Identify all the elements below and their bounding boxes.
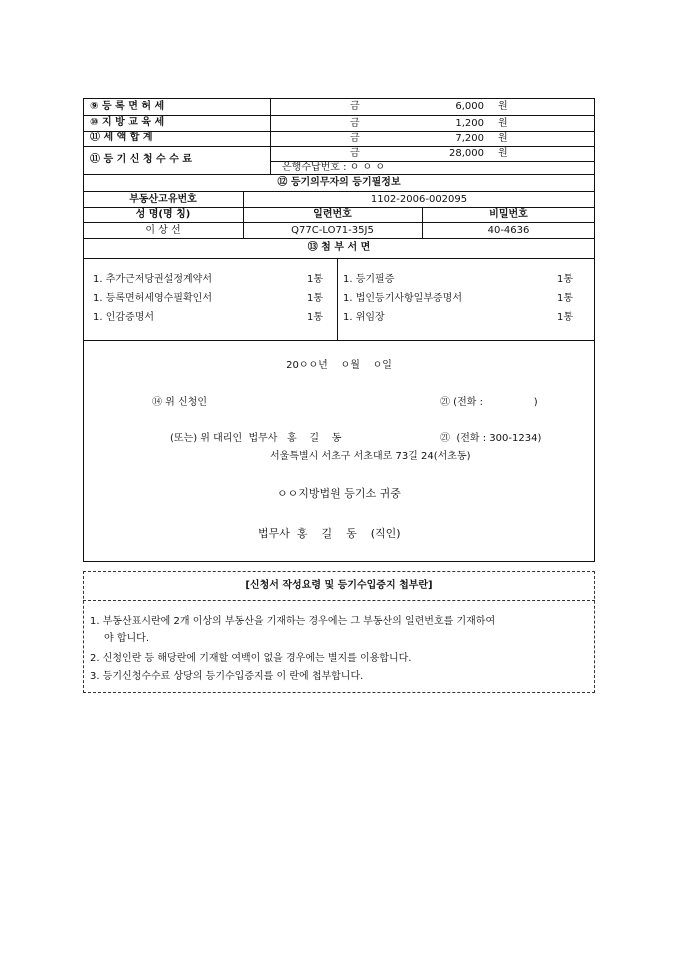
attachments-title: ⑬ 첨 부 서 면 (307, 242, 371, 253)
fee-amount: 28,000 (449, 148, 484, 159)
property-id-value: 1102-2006-002095 (370, 194, 468, 205)
fee-unit: 금 (350, 118, 360, 129)
attachment-right-count: 1통 (557, 312, 574, 323)
column-password: 비밀번호 (489, 209, 528, 220)
notes-title: [신청서 작성요령 및 등기수입증지 첩부란] (245, 580, 433, 591)
court-addressee: ㅇㅇ지방법원 등기소 귀중 (277, 487, 401, 500)
fee-unit: 금 (350, 133, 360, 144)
column-name: 성 명(명 칭) (135, 209, 191, 220)
attachment-left-count: 1통 (307, 274, 324, 285)
fee-won: 원 (498, 148, 508, 159)
fee-unit: 금 (350, 148, 360, 159)
agent-address: 서울특별시 서초구 서초대로 73길 24(서초동) (270, 451, 471, 462)
fee-label-education-tax: ⑩ 지 방 교 육 세 (90, 117, 165, 128)
fee-label-tax-total: ⑪ 세 액 합 계 (90, 132, 153, 143)
agent-line: (또는) 위 대리인 법무사 홍 길 동 (170, 433, 342, 444)
attachment-right-item: 1. 법인등기사항일부증명서 (343, 293, 462, 304)
fee-amount: 1,200 (455, 118, 484, 129)
fee-won: 원 (498, 118, 508, 129)
attachment-left-item: 1. 추가근저당권설정계약서 (93, 274, 212, 285)
application-date: 20ㅇㅇ년 ㅇ월 ㅇ일 (286, 360, 392, 371)
attachment-left-count: 1통 (307, 312, 324, 323)
applicant-label: ⑭ 위 신청인 (152, 397, 207, 408)
attachment-right-item: 1. 등기필증 (343, 274, 395, 285)
fee-amount: 7,200 (455, 133, 484, 144)
attachment-left-count: 1통 (307, 293, 324, 304)
obligor-serial: Q77C-LO71-35J5 (291, 225, 374, 236)
fee-label-registration-tax: ⑨ 등 록 면 허 세 (90, 101, 165, 112)
attachment-left-item: 1. 인감증명서 (93, 312, 155, 323)
applicant-phone: ㉑ (전화 : ) (440, 397, 538, 408)
bank-receipt-number: 은행수납번호 : ㅇ ㅇ ㅇ (282, 162, 386, 173)
note-line: 3. 등기신청수수료 상당의 등기수입증지를 이 란에 첩부합니다. (90, 671, 364, 682)
property-id-label: 부동산고유번호 (129, 194, 197, 205)
attachment-right-item: 1. 위임장 (343, 312, 385, 323)
agent-phone: ㉑ (전화 : 300-1234) (440, 433, 542, 444)
column-serial: 일련번호 (313, 209, 352, 220)
attachment-left-item: 1. 등록면허세영수필확인서 (93, 293, 212, 304)
fee-unit: 금 (350, 101, 360, 112)
attachment-right-count: 1통 (557, 293, 574, 304)
fee-amount: 6,000 (455, 101, 484, 112)
obligor-password: 40-4636 (487, 225, 530, 236)
fee-won: 원 (498, 133, 508, 144)
note-line: 2. 신청인란 등 해당란에 기재할 여백이 없을 경우에는 별지를 이용합니다. (90, 653, 412, 664)
signer-line: 법무사 홍 길 동 (직인) (258, 527, 401, 540)
fee-label-filing-fee: ⑪ 등 기 신 청 수 수 료 (90, 154, 192, 165)
obligor-section-title: ⑫ 등기의무자의 등기필정보 (277, 177, 401, 188)
obligor-name: 이 상 선 (145, 225, 181, 236)
note-line: 1. 부동산표시란에 2개 이상의 부동산을 기재하는 경우에는 그 부동산의 일련번호를 기재하여 (90, 616, 496, 627)
attachment-right-count: 1통 (557, 274, 574, 285)
note-line: 야 합니다. (104, 633, 149, 644)
fee-won: 원 (498, 101, 508, 112)
